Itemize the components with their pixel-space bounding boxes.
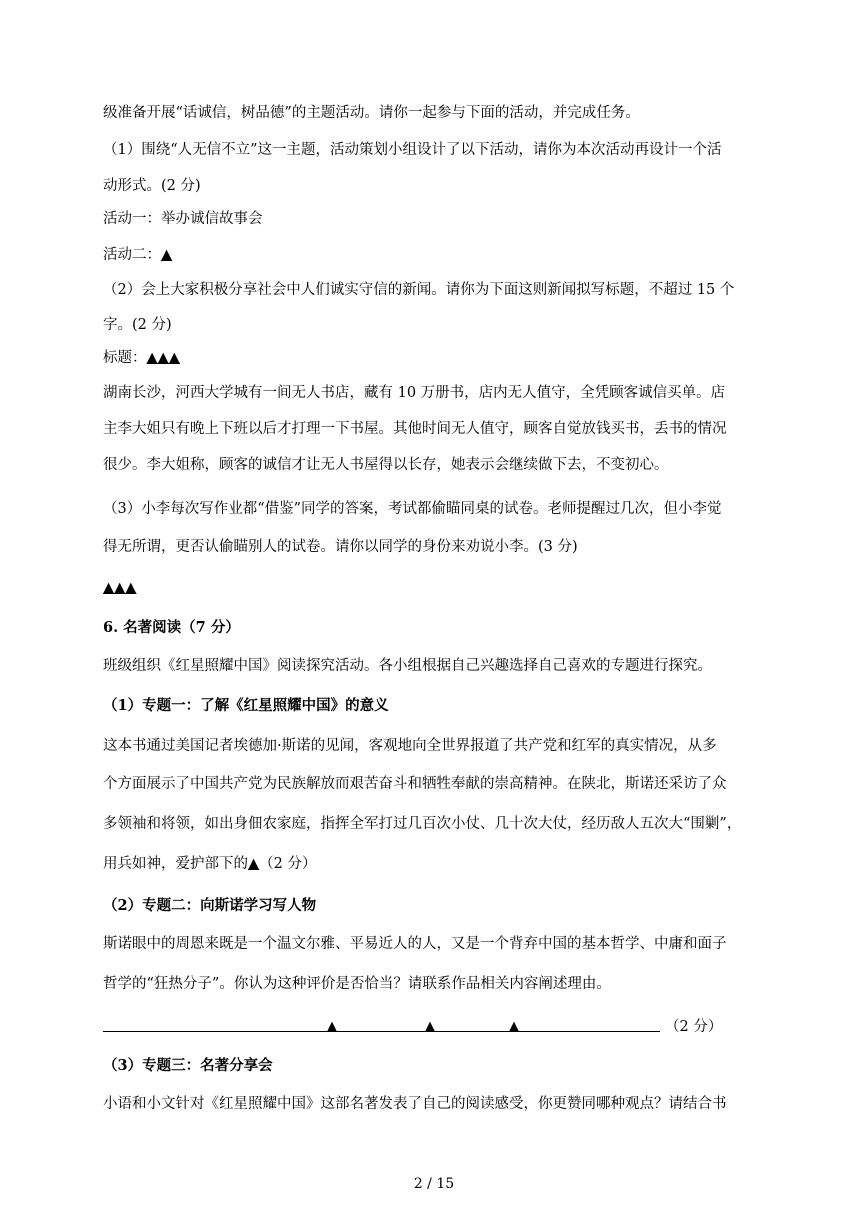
activity-two-label: 活动二： — [103, 247, 161, 263]
topic-2-text-cont: 哲学的“狂热分子”。你认为这种评价是否恰当？请联系作品相关内容阐述理由。 — [103, 976, 611, 992]
question-3-prompt: （3）小李每次写作业都“借鉴”同学的答案，考试都偷瞄同桌的试卷。老师提醒过几次，但小李觉 — [103, 501, 722, 517]
score-label: （2 分） — [259, 856, 317, 872]
topic-1-text-cont: 多领袖和将领，如出身佃农家庭，指挥全军打过几百次小仗、几十次大仗，经历敌人五次大“围剿”， — [103, 816, 742, 832]
answer-blank-mark: ▲ — [161, 247, 173, 263]
intro-text: 级准备开展“话诚信，树品德”的主题活动。请你一起参与下面的活动，并完成任务。 — [103, 105, 640, 121]
headline-answer — [103, 348, 763, 368]
answer-blank-mark: ▲▲▲ — [146, 350, 180, 366]
answer-line — [103, 1017, 763, 1037]
activity-one: 活动一：举办诚信故事会 — [103, 211, 263, 227]
topic-1-heading: （1）专题一：了解《红星照耀中国》的意义 — [103, 697, 389, 714]
topic-3-heading: （3）专题三：名著分享会 — [103, 1057, 273, 1074]
answer-blank-mark: ▲ — [248, 856, 260, 872]
answer-underline — [103, 1031, 660, 1032]
question-3-prompt-cont: 得无所谓，更否认偷瞄别人的试卷。请你以同学的身份来劝说小李。(3 分) — [103, 539, 578, 555]
activity-two — [103, 245, 763, 265]
news-text-cont: 主李大姐只有晚上下班以后才打理一下书屋。其他时间无人值守，顾客自觉放钱买书，丢书的情况 — [103, 421, 727, 437]
answer-blank-mark: ▲ — [425, 1019, 435, 1034]
topic-1-text-cont: 个方面展示了中国共产党为民族解放而艰苦奋斗和牺牲奉献的崇高精神。在陕北，斯诺还采访了众 — [103, 776, 727, 792]
answer-blank — [103, 578, 763, 598]
question-1-prompt: （1）围绕“人无信不立”这一主题，活动策划小组设计了以下活动，请你为本次活动再设计一个活 — [103, 142, 722, 158]
news-text-cont: 很少。李大姐称，顾客的诚信才让无人书屋得以长存，她表示会继续做下去，不变初心。 — [103, 457, 669, 473]
topic-1-text: 这本书通过美国记者埃德加·斯诺的见闻，客观地向全世界报道了共产党和红军的真实情况，从多 — [103, 738, 717, 754]
question-2-prompt: （2）会上大家积极分享社会中人们诚实守信的新闻。请你为下面这则新闻拟写标题，不超过 15 个 — [103, 282, 735, 298]
topic-3-text: 小语和小文针对《红星照耀中国》这部名著发表了自己的阅读感受，你更赞同哪种观点？请结合书 — [103, 1096, 727, 1112]
answer-blank-mark: ▲ — [509, 1019, 519, 1034]
page-number: 2 / 15 — [413, 1176, 455, 1192]
section-heading: 6. 名著阅读（7 分） — [103, 619, 240, 636]
question-2-prompt-cont: 字。(2 分) — [103, 317, 172, 333]
answer-blank-mark: ▲ — [327, 1019, 337, 1034]
question-1-prompt-cont: 动形式。(2 分) — [103, 178, 201, 194]
section-intro: 班级组织《红星照耀中国》阅读探究活动。各小组根据自己兴趣选择自己喜欢的专题进行探究。 — [103, 658, 712, 674]
topic-1-question — [103, 854, 763, 874]
topic-1-question-text: 用兵如神，爱护部下的 — [103, 856, 248, 872]
answer-blank-mark: ▲▲▲ — [103, 580, 137, 596]
topic-2-text: 斯诺眼中的周恩来既是一个温文尔雅、平易近人的人，又是一个背弃中国的基本哲学、中庸和面子 — [103, 936, 727, 952]
score-label: （2 分） — [665, 1019, 723, 1035]
news-text: 湖南长沙，河西大学城有一间无人书店，藏有 10 万册书，店内无人值守，全凭顾客诚信买单。店 — [103, 385, 726, 401]
headline-label: 标题： — [103, 350, 147, 366]
topic-2-heading: （2）专题二：向斯诺学习写人物 — [103, 897, 317, 914]
